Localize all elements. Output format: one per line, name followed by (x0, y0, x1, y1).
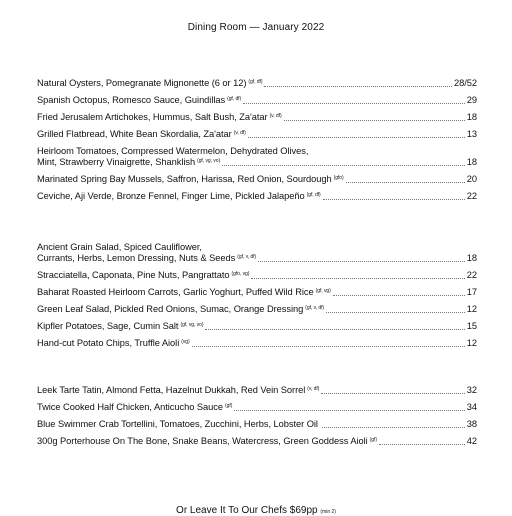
menu-item (37, 95, 477, 106)
leader-dots (346, 182, 465, 183)
menu-item (37, 402, 477, 413)
item-price: 12 (466, 338, 477, 348)
menu-item (37, 191, 477, 202)
menu-item (37, 129, 477, 140)
menu-item (37, 270, 477, 281)
leader-dots (248, 137, 465, 138)
item-price: 29 (466, 95, 477, 105)
menu-item (37, 242, 477, 264)
item-name: Baharat Roasted Heirloom Carrots, Garlic Yoghurt, Puffed Wild Rice (37, 287, 314, 297)
item-price: 28/52 (453, 78, 477, 88)
leader-dots (251, 278, 464, 279)
item-dietary: (gf, df) (248, 79, 263, 85)
footer-note: (min 2) (320, 509, 336, 515)
menu-item (37, 174, 477, 185)
item-price: 13 (466, 129, 477, 139)
item-dietary: (gf, vg) (315, 288, 331, 294)
menu-title: Dining Room — January 2022 (187, 22, 325, 33)
item-price: 32 (466, 385, 477, 395)
item-dietary: (gf, v, df) (305, 305, 325, 311)
item-price: 17 (466, 287, 477, 297)
item-name: Spanish Octopus, Romesco Sauce, Guindillas (37, 95, 226, 105)
item-name: Natural Oysters, Pomegranate Mignonette (6 or 12) (37, 78, 247, 88)
item-dietary: (gf) (225, 403, 233, 409)
leader-dots (333, 295, 465, 296)
leader-dots (264, 86, 452, 87)
leader-dots (258, 261, 465, 262)
item-name: Ceviche, Aji Verde, Bronze Fennel, Finger Lime, Pickled Jalapeño (37, 191, 305, 201)
item-name: Leek Tarte Tatin, Almond Fetta, Hazelnut Dukkah, Red Vein Sorrel (37, 385, 306, 395)
leader-dots (234, 410, 464, 411)
leader-dots (322, 427, 465, 428)
item-name: Marinated Spring Bay Mussels, Saffron, Harissa, Red Onion, Sourdough (37, 174, 332, 184)
item-price: 38 (466, 419, 477, 429)
item-dietary: (gf, v, df) (237, 254, 257, 260)
leader-dots (323, 199, 465, 200)
item-name: Kipfler Potatoes, Sage, Cumin Salt (37, 321, 179, 331)
menu-item (37, 287, 477, 298)
item-name-line1: Heirloom Tomatoes, Compressed Watermelon, Dehydrated Olives, (37, 146, 309, 156)
item-name: 300g Porterhouse On The Bone, Snake Beans, Watercress, Green Goddess Aioli (37, 436, 368, 446)
menu-item (37, 385, 477, 396)
leader-dots (284, 120, 465, 121)
menu-item (37, 338, 477, 349)
item-dietary: (v, df) (269, 113, 282, 119)
leader-dots (222, 165, 465, 166)
item-price: 20 (466, 174, 477, 184)
item-name: Blue Swimmer Crab Tortellini, Tomatoes, Zucchini, Herbs, Lobster Oil (37, 419, 318, 429)
item-name: Fried Jerusalem Artichokes, Hummus, Salt Bush, Za'atar (37, 112, 268, 122)
item-dietary: (v, df) (233, 130, 246, 136)
leader-dots (379, 444, 465, 445)
item-name: Mint, Strawberry Vinaigrette, Shanklish (37, 157, 196, 167)
leader-dots (243, 103, 465, 104)
menu-item (37, 78, 477, 89)
menu-item (37, 112, 477, 123)
item-dietary: (gfo, vg) (231, 271, 250, 277)
item-name-line1: Ancient Grain Salad, Spiced Cauliflower, (37, 242, 202, 252)
item-name: Hand-cut Potato Chips, Truffle Aioli (37, 338, 180, 348)
item-name: Green Leaf Salad, Pickled Red Onions, Sumac, Orange Dressing (37, 304, 304, 314)
item-dietary: (gf, vg, vo) (180, 322, 204, 328)
item-dietary: (gf) (369, 437, 377, 443)
item-price: 18 (466, 157, 477, 167)
leader-dots (192, 346, 465, 347)
footer-text: Or Leave It To Our Chefs $69pp (176, 505, 318, 516)
item-price: 22 (466, 191, 477, 201)
item-price: 12 (466, 304, 477, 314)
menu-item (37, 321, 477, 332)
menu-section-starters (37, 78, 477, 202)
item-name: Twice Cooked Half Chicken, Anticucho Sauce (37, 402, 224, 412)
item-dietary: (gf, df) (306, 192, 321, 198)
item-price: 42 (466, 436, 477, 446)
item-price: 18 (466, 112, 477, 122)
item-dietary: (gf, df) (227, 96, 242, 102)
item-name: Stracciatella, Caponata, Pine Nuts, Pangrattato (37, 270, 230, 280)
menu-item (37, 436, 477, 447)
menu-section-sides (37, 242, 477, 349)
chefs-menu-footer (0, 505, 512, 516)
leader-dots (326, 312, 465, 313)
item-price: 15 (466, 321, 477, 331)
item-dietary: (v, df) (307, 386, 320, 392)
menu-item (37, 304, 477, 315)
item-price: 34 (466, 402, 477, 412)
item-price: 18 (466, 253, 477, 263)
item-dietary: (gfo) (333, 175, 344, 181)
item-dietary: (gf, vg, vo) (197, 158, 221, 164)
item-name: Currants, Herbs, Lemon Dressing, Nuts & Seeds (37, 253, 236, 263)
menu-item (37, 419, 477, 430)
menu-section-mains (37, 385, 477, 447)
leader-dots (205, 329, 464, 330)
item-price: 22 (466, 270, 477, 280)
leader-dots (321, 393, 464, 394)
item-name: Grilled Flatbread, White Bean Skordalia, Za'atar (37, 129, 232, 139)
item-dietary: (vg) (181, 339, 190, 345)
menu-item (37, 146, 477, 168)
